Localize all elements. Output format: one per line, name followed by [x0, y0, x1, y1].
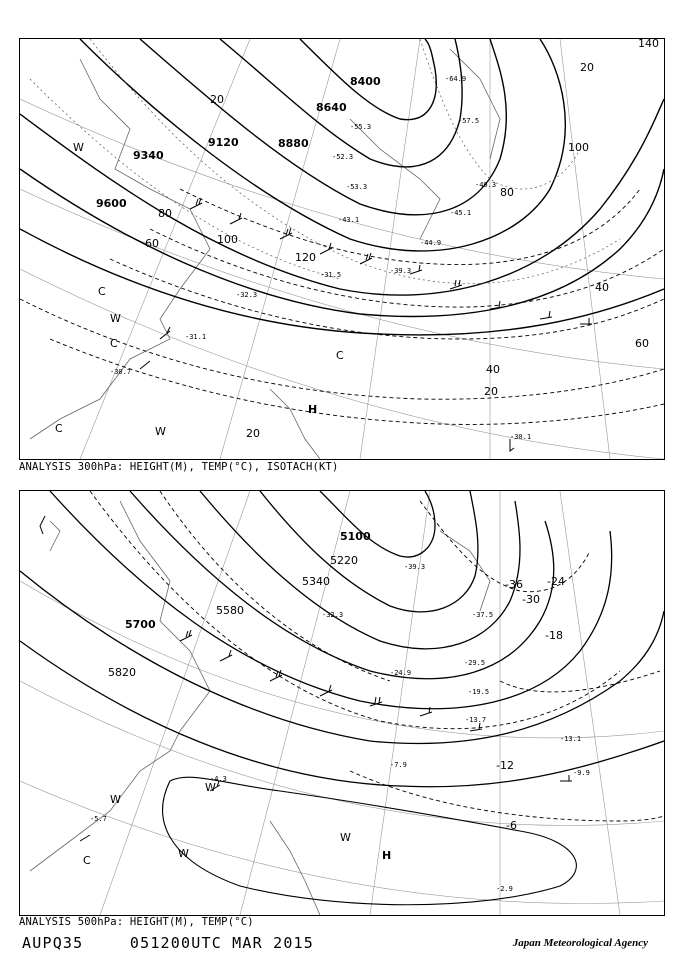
height-label: 9600: [96, 197, 127, 210]
warm-marker: W: [110, 793, 121, 806]
chart-300hpa: [19, 38, 665, 460]
warm-marker: W: [110, 312, 121, 325]
warm-marker: W: [155, 425, 166, 438]
temp-value: -4.3: [210, 775, 227, 783]
temp-value: -45.1: [450, 209, 472, 217]
isotach-label: 40: [595, 281, 609, 294]
temp-value: -64.9: [445, 75, 467, 83]
coastline: [30, 49, 500, 459]
height-label: 9340: [133, 149, 164, 162]
isotach-label: 100: [568, 141, 589, 154]
high-marker: H: [382, 849, 392, 862]
isotherm-label: -18: [545, 629, 563, 642]
temp-value: -24.9: [390, 669, 412, 677]
agency-name: Japan Meteorological Agency: [512, 937, 648, 949]
warm-marker: W: [178, 847, 189, 860]
cold-marker: C: [336, 349, 344, 362]
chart-timestamp: 051200UTC MAR 2015: [129, 934, 315, 952]
isotherm-label: -24: [547, 575, 565, 588]
isotherm-label: -12: [496, 759, 514, 772]
height-label: 5100: [340, 530, 371, 543]
temp-value: -39.3: [404, 563, 426, 571]
warm-marker: W: [73, 141, 84, 154]
height-label: 5700: [125, 618, 156, 631]
isotach-label: 20: [580, 61, 594, 74]
temp-value: -52.3: [332, 153, 354, 161]
isotach-label: 140: [638, 39, 659, 50]
temp-value: -30.7: [110, 368, 132, 376]
height-label: 5220: [330, 554, 358, 567]
wind-barbs: [140, 198, 592, 451]
chart-500hpa: [19, 490, 665, 916]
map-300hpa: [20, 39, 664, 459]
isotach-label: 60: [145, 237, 159, 250]
temp-value: -31.1: [185, 333, 207, 341]
temp-value: -32.3: [236, 291, 258, 299]
cold-marker: C: [83, 854, 91, 867]
caption-300hpa: ANALYSIS 300hPa: HEIGHT(M), TEMP(°C), ISOTACH(KT): [19, 461, 339, 473]
pressure-systems: [55, 141, 344, 438]
isotach-label: 80: [500, 186, 514, 199]
temp-value: -55.3: [350, 123, 372, 131]
isotherm-label: -30: [522, 593, 540, 606]
height-label: 5340: [302, 575, 330, 588]
isotach-label: 20: [484, 385, 498, 398]
temp-value: -29.5: [464, 659, 486, 667]
height-label: 5580: [216, 604, 244, 617]
temp-value: -19.5: [468, 688, 490, 696]
caption-500hpa: ANALYSIS 500hPa: HEIGHT(M), TEMP(°C): [19, 916, 254, 928]
isotachs: [20, 189, 664, 424]
temp-value: -53.3: [346, 183, 368, 191]
temp-value: -13.1: [560, 735, 582, 743]
isotach-label: 20: [246, 427, 260, 440]
temp-value: -2.9: [496, 885, 513, 893]
temp-value: -32.3: [322, 611, 344, 619]
cold-marker: C: [110, 337, 118, 350]
temp-value: -43.1: [338, 216, 360, 224]
temp-value: -31.5: [320, 271, 342, 279]
temp-value: -57.5: [458, 117, 480, 125]
temp-value: -39.3: [390, 267, 412, 275]
temp-value: -7.9: [390, 761, 407, 769]
isotach-label: 20: [210, 93, 224, 106]
isotach-label: 80: [158, 207, 172, 220]
warm-marker: W: [205, 781, 216, 794]
height-contours: [20, 39, 664, 335]
isotherm-label: -6: [506, 819, 517, 832]
height-label: 8880: [278, 137, 309, 150]
isotherm-label: -36: [505, 578, 523, 591]
height-label: 5820: [108, 666, 136, 679]
height-label: 8400: [350, 75, 381, 88]
isotach-label: 40: [486, 363, 500, 376]
high-marker: H: [308, 403, 318, 416]
chart-code: AUPQ35: [22, 934, 84, 952]
isotach-label: 120: [295, 251, 316, 264]
height-label: 9120: [208, 136, 239, 149]
temp-value: -13.7: [465, 716, 487, 724]
map-500hpa: [20, 491, 664, 915]
chart-footer: [22, 934, 314, 952]
temp-value: -37.5: [472, 611, 494, 619]
cold-marker: C: [98, 285, 106, 298]
temp-value: -5.7: [90, 815, 107, 823]
isotach-label: 100: [217, 233, 238, 246]
cold-marker: C: [55, 422, 63, 435]
temp-value: -49.3: [475, 181, 497, 189]
temp-value: -30.1: [510, 433, 532, 441]
temp-value: -9.9: [573, 769, 590, 777]
closed-contour: [163, 777, 577, 905]
isotach-label: 60: [635, 337, 649, 350]
warm-marker: W: [340, 831, 351, 844]
height-label: 8640: [316, 101, 347, 114]
temp-value: -44.9: [420, 239, 442, 247]
